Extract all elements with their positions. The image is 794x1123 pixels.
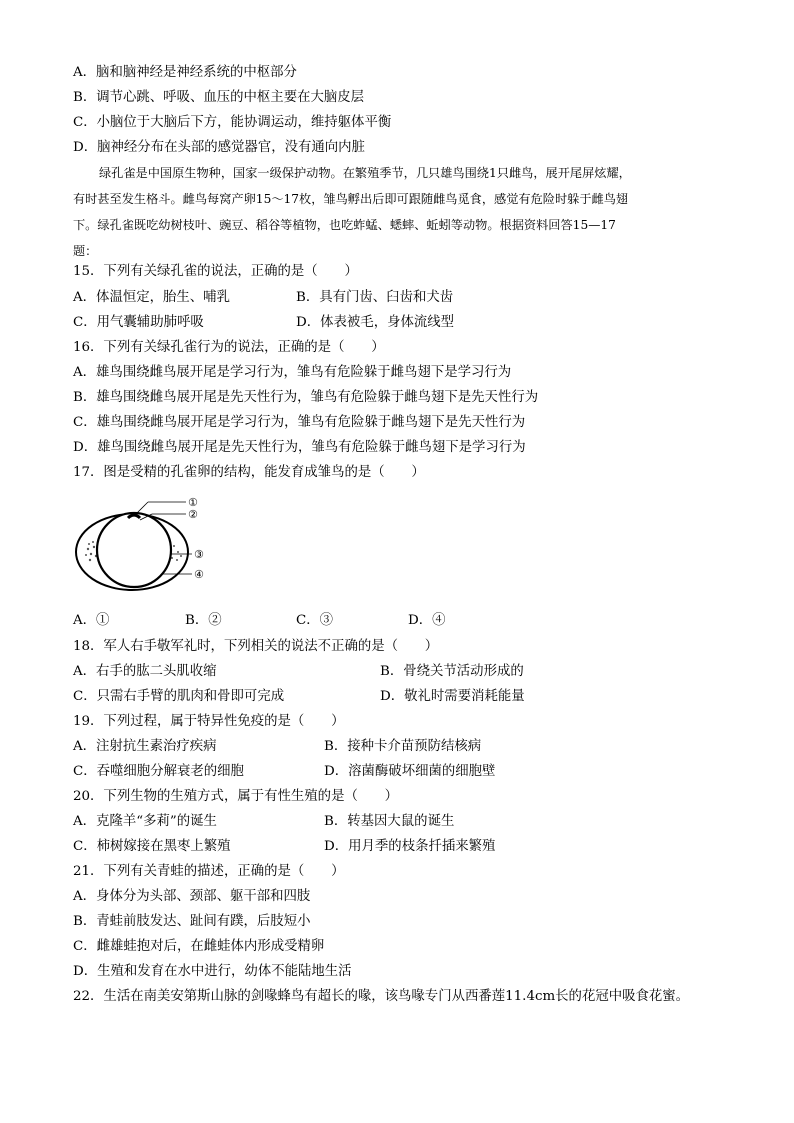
q16-stem: 16．下列有关绿孔雀行为的说法，正确的是（ ） bbox=[73, 340, 385, 355]
q16-option-a: A．雄鸟围绕雌鸟展开尾是学习行为，雏鸟有危险躲于雌鸟翅下是学习行为 bbox=[73, 365, 512, 380]
q19-option-c: C．吞噬细胞分解衰老的细胞 bbox=[73, 764, 244, 779]
q22-stem: 22．生活在南美安第斯山脉的剑喙蜂鸟有超长的喙，该鸟喙专门从西番莲11.4cm长的花冠中吸食花蜜。 bbox=[73, 989, 690, 1004]
q20-option-b: B．转基因大鼠的诞生 bbox=[324, 814, 455, 829]
q17-option-a: A．① bbox=[73, 613, 110, 628]
reading-passage bbox=[73, 160, 721, 264]
passage-line-4: 题： bbox=[73, 244, 98, 258]
q21-option-d: D．生殖和发育在水中进行，幼体不能陆地生活 bbox=[73, 964, 352, 979]
q19-stem: 19．下列过程，属于特异性免疫的是（ ） bbox=[73, 714, 345, 729]
q20-option-d: D．用月季的枝条扦插来繁殖 bbox=[324, 839, 496, 854]
q17-stem: 17．图是受精的孔雀卵的结构，能发育成雏鸟的是（ ） bbox=[73, 465, 425, 480]
egg-structure-figure bbox=[74, 494, 214, 598]
q18-stem: 18．军人右手敬军礼时，下列相关的说法不正确的是（ ） bbox=[73, 639, 439, 654]
q19-option-d: D．溶菌酶破坏细菌的细胞壁 bbox=[324, 764, 496, 779]
q21-option-a: A．身体分为头部、颈部、躯干部和四肢 bbox=[73, 889, 311, 904]
q18-option-c: C．只需右手臂的肌肉和骨即可完成 bbox=[73, 689, 285, 704]
q18-option-a: A．右手的肱二头肌收缩 bbox=[73, 664, 217, 679]
passage-line-3: 下。绿孔雀既吃幼树枝叶、豌豆、稻谷等植物，也吃蚱蜢、蟋蟀、蚯蚓等动物。根据资料回答15—17 bbox=[73, 218, 616, 232]
q20-stem: 20．下列生物的生殖方式，属于有性生殖的是（ ） bbox=[73, 789, 399, 804]
q15-option-d: D．体表被毛，身体流线型 bbox=[296, 315, 455, 330]
figure-label-1: ① bbox=[188, 496, 198, 509]
q16-option-c: C．雄鸟围绕雌鸟展开尾是学习行为，雏鸟有危险躲于雌鸟翅下是先天性行为 bbox=[73, 415, 526, 430]
figure-label-2: ② bbox=[188, 508, 198, 521]
passage-line-1: 绿孔雀是中国原生物种，国家一级保护动物。在繁殖季节，几只雄鸟围绕1只雌鸟，展开尾屏炫耀， bbox=[99, 166, 631, 180]
q21-option-c: C．雌雄蛙抱对后，在雌蛙体内形成受精卵 bbox=[73, 939, 325, 954]
q15-option-a: A．体温恒定，胎生、哺乳 bbox=[73, 290, 230, 305]
q14-option-a: A．脑和脑神经是神经系统的中枢部分 bbox=[73, 65, 297, 80]
q20-option-a: A．克隆羊“多莉”的诞生 bbox=[73, 814, 217, 829]
q17-option-b: B．② bbox=[185, 613, 222, 628]
q18-option-d: D．敬礼时需要消耗能量 bbox=[380, 689, 525, 704]
egg-yolk bbox=[97, 513, 171, 587]
q15-option-b: B．具有门齿、臼齿和犬齿 bbox=[296, 290, 454, 305]
q14-option-c: C．小脑位于大脑后下方，能协调运动，维持躯体平衡 bbox=[73, 115, 392, 130]
q20-option-c: C．柿树嫁接在黑枣上繁殖 bbox=[73, 839, 231, 854]
q16-option-b: B．雄鸟围绕雌鸟展开尾是先天性行为，雏鸟有危险躲于雌鸟翅下是先天性行为 bbox=[73, 390, 539, 405]
q18-option-b: B．骨绕关节活动形成的 bbox=[380, 664, 524, 679]
figure-label-4: ④ bbox=[194, 568, 204, 581]
q21-stem: 21．下列有关青蛙的描述，正确的是（ ） bbox=[73, 864, 345, 879]
q16-option-d: D．雄鸟围绕雌鸟展开尾是先天性行为，雏鸟有危险躲于雌鸟翅下是学习行为 bbox=[73, 440, 526, 455]
q17-option-d: D．④ bbox=[408, 613, 446, 628]
q15-stem: 15．下列有关绿孔雀的说法，正确的是（ ） bbox=[73, 264, 358, 279]
q21-option-b: B．青蛙前肢发达、趾间有蹼，后肢短小 bbox=[73, 914, 311, 929]
q19-option-b: B．接种卡介苗预防结核病 bbox=[324, 739, 482, 754]
q17-option-c: C．③ bbox=[296, 613, 334, 628]
figure-label-3: ③ bbox=[194, 548, 204, 561]
passage-line-2: 有时甚至发生格斗。雌鸟每窝产卵15～17枚，雏鸟孵出后即可跟随雌鸟觅食，感觉有危险时躲于雌鸟翅 bbox=[73, 192, 629, 206]
q15-option-c: C．用气囊辅助肺呼吸 bbox=[73, 315, 204, 330]
q14-option-b: B．调节心跳、呼吸、血压的中枢主要在大脑皮层 bbox=[73, 90, 365, 105]
q19-option-a: A．注射抗生素治疗疾病 bbox=[73, 739, 217, 754]
q14-option-d: D．脑神经分布在头部的感觉器官，没有通向内脏 bbox=[73, 140, 365, 155]
